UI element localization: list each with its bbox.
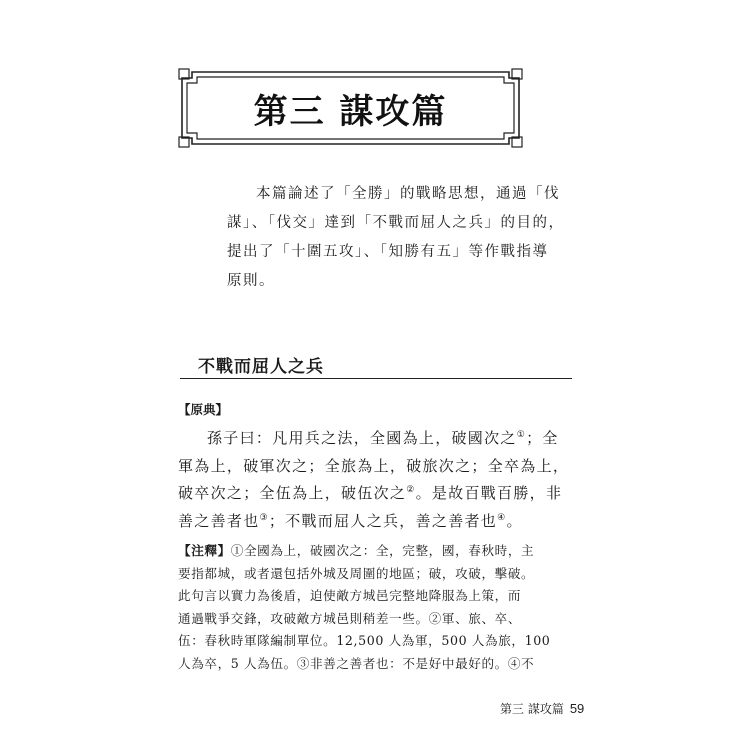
intro-line: 謀」、「伐交」達到「不戰而屈人之兵」的目的， (227, 215, 565, 231)
intro-line: 提出了「十圍五攻」、「知勝有五」等作戰指導 (227, 244, 549, 260)
intro-line: 本篇論述了「全勝」的戰略思想，通過「伐 (256, 186, 560, 202)
running-footer-title: 第三 謀攻篇 (500, 702, 564, 716)
note-line: 伍：春秋時軍隊編制單位。12,500 人為軍，500 人為旅，100 (178, 633, 551, 648)
original-line: 善之善者也③；不戰而屈人之兵，善之善者也④。 (178, 511, 523, 530)
chapter-title-frame (178, 68, 523, 148)
note-line: 人為卒，5 人為伍。③非善之善者也：不是好中最好的。④不 (178, 655, 535, 671)
footnote-ref: ② (406, 485, 416, 495)
footnote-ref: ① (516, 430, 527, 440)
original-line: 孫子曰：凡用兵之法，全國為上，破國次之①；全 (207, 429, 559, 447)
original-text-label: 【原典】 (178, 402, 229, 417)
chapter-intro (227, 180, 565, 296)
page-number: 59 (569, 701, 585, 716)
note-line: 此句言以實力為後盾，迫使敵方城邑完整地降服為上策，而 (178, 588, 522, 603)
notes-label: 【注釋】 (178, 543, 231, 558)
chapter-title: 第三 謀攻篇 (253, 91, 448, 132)
footnote-ref: ③ (259, 512, 269, 523)
intro-line: 原則。 (227, 273, 275, 289)
footnote-ref: ④ (497, 512, 507, 523)
annotations (178, 540, 578, 675)
note-line: 通過戰爭交鋒，攻破敵方城邑則稍差一些。②軍、旅、卒、 (178, 610, 522, 626)
section-divider (180, 378, 572, 379)
original-line: 破卒次之；全伍為上，破伍次之②。是故百戰百勝，非 (178, 484, 563, 502)
section-heading: 不戰而屈人之兵 (198, 357, 324, 377)
note-line: 要指都城，或者還包括外城及周圍的地區；破，攻破，擊破。 (178, 565, 535, 581)
original-line: 軍為上，破軍次之；全旅為上，破旅次之；全卒為上， (178, 456, 570, 475)
page-footer (500, 700, 584, 717)
original-text (178, 425, 578, 535)
note-line: 【注釋】①全國為上，破國次之：全，完整，國，春秋時，主 (178, 543, 535, 558)
